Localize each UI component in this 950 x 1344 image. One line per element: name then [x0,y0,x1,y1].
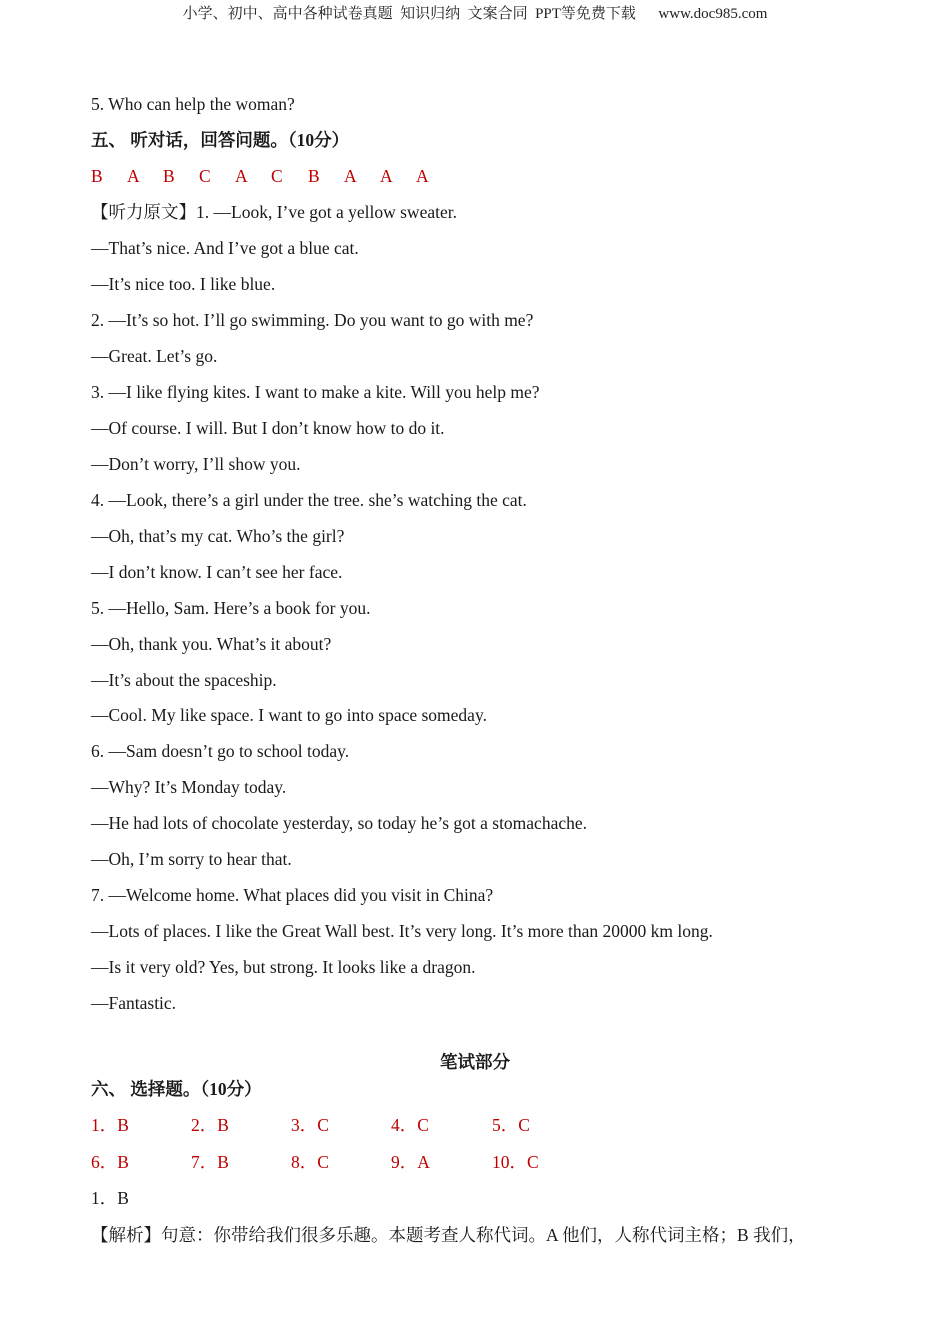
script-line: —Lots of places. I like the Great Wall best. It’s very long. It’s more than 20000 km long. [91,921,713,941]
question-5: 5. Who can help the woman? [91,94,295,114]
answer: 8．C [291,1152,329,1172]
script-line: 5. —Hello, Sam. Here’s a book for you. [91,598,371,618]
page-header: 小学、初中、高中各种试卷真题 知识归纳 文案合同 PPT等免费下载 www.doc985.com [182,6,768,22]
script-line: —Of course. I will. But I don’t know how to do it. [91,418,445,438]
analysis-text: 【解析】句意：你带给我们很多乐趣。本题考查人称代词。A 他们，人称代词主格；B 我们， [91,1225,806,1245]
script-line: —Don’t worry, I’ll show you. [91,454,301,474]
answer: A [416,166,429,186]
script-line: —That’s nice. And I’ve got a blue cat. [91,238,359,258]
script-line: 7. —Welcome home. What places did you visit in China? [91,885,494,905]
script-line: —Why? It’s Monday today. [91,777,287,797]
answer: 1．B [91,1115,129,1135]
script-line: —Oh, that’s my cat. Who’s the girl? [91,526,345,546]
answer: 9．A [391,1152,430,1172]
answer: B [163,166,175,186]
answer: 10．C [492,1152,539,1172]
script-line: —He had lots of chocolate yesterday, so today he’s got a stomachache. [91,813,587,833]
script-line: —It’s nice too. I like blue. [91,274,276,294]
answer: A [380,166,393,186]
item-1-answer: 1．B [91,1188,129,1208]
script-line: 3. —I like flying kites. I want to make a kite. Will you help me? [91,382,540,402]
answer: 3．C [291,1115,329,1135]
script-line: —Oh, thank you. What’s it about? [91,634,332,654]
script-line: —It’s about the spaceship. [91,670,277,690]
answer: A [344,166,357,186]
answer: C [271,166,283,186]
answer: A [235,166,248,186]
script-line: 6. —Sam doesn’t go to school today. [91,741,350,761]
answer: 4．C [391,1115,429,1135]
script-line: —Fantastic. [91,993,177,1013]
script-line: —Cool. My like space. I want to go into space someday. [91,705,487,725]
script-line: —Oh, I’m sorry to hear that. [91,849,292,869]
script-line: 4. —Look, there’s a girl under the tree. she’s watching the cat. [91,490,527,510]
script-line: 2. —It’s so hot. I’ll go swimming. Do you want to go with me? [91,310,534,330]
script-line: —I don’t know. I can’t see her face. [91,562,343,582]
answer: 7．B [191,1152,229,1172]
script-line: 【听力原文】1. —Look, I’ve got a yellow sweater. [91,202,457,222]
written-part-title: 笔试部分 [440,1052,510,1072]
section-5-title: 五、 听对话，回答问题。（10分） [91,130,350,150]
answer: B [308,166,320,186]
answer: B [91,166,103,186]
answer: 6．B [91,1152,129,1172]
answer: 5．C [492,1115,530,1135]
section-6-title: 六、 选择题。（10分） [91,1079,262,1099]
answer: C [199,166,211,186]
answer: 2．B [191,1115,229,1135]
answer: A [127,166,140,186]
script-line: —Great. Let’s go. [91,346,218,366]
script-line: —Is it very old? Yes, but strong. It looks like a dragon. [91,957,476,977]
